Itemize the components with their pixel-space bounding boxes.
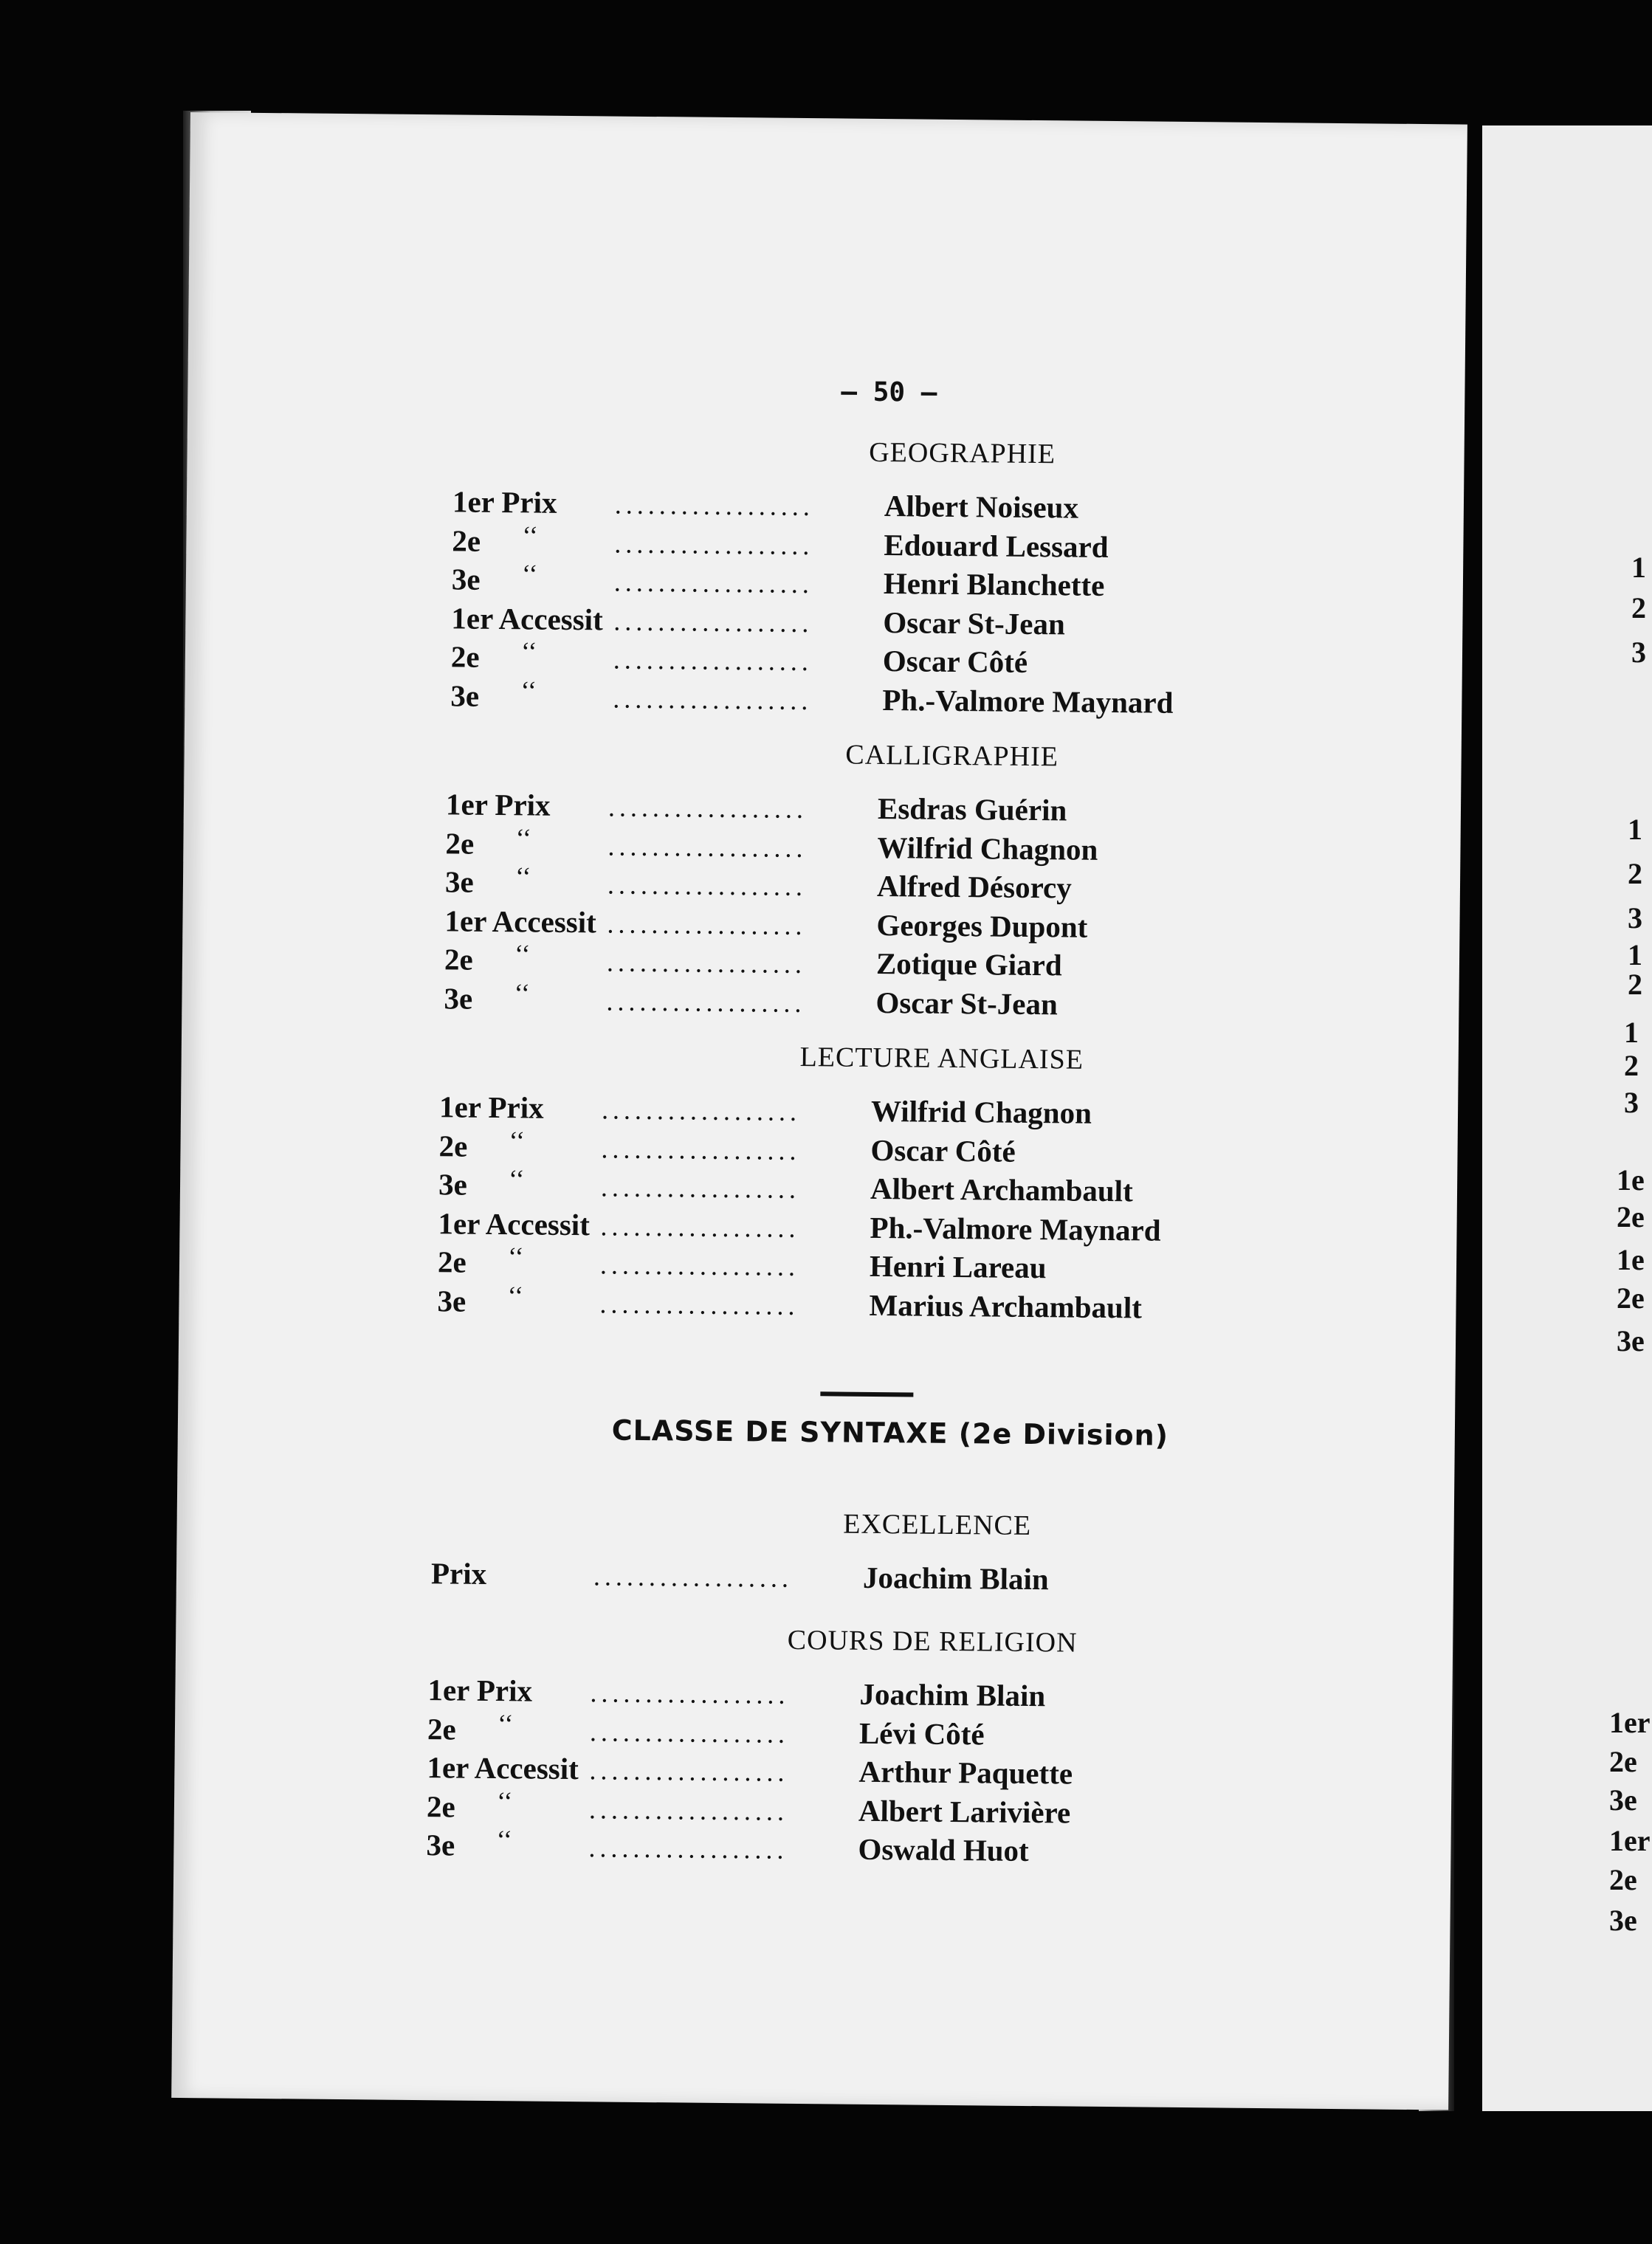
student-name: Albert Larivière bbox=[858, 1793, 1071, 1830]
prize-rank: 1er Prix bbox=[438, 1090, 544, 1125]
prize-rank: 3e bbox=[437, 1283, 467, 1318]
student-name: Oscar Côté bbox=[870, 1132, 1016, 1169]
section-title-calligraphie: CALLIGRAPHIE bbox=[845, 739, 1059, 773]
student-name: Zotique Giard bbox=[875, 946, 1062, 982]
prize-row bbox=[452, 521, 1175, 567]
dot-leader: .................. bbox=[613, 644, 813, 677]
section-title-excellence: EXCELLENCE bbox=[843, 1508, 1032, 1542]
prize-rank: 2e bbox=[450, 639, 480, 674]
prize-row bbox=[444, 901, 1097, 946]
prize-rank: Prix bbox=[430, 1556, 487, 1591]
dot-leader: .................. bbox=[613, 606, 813, 638]
ditto-mark-text: ‘‘ bbox=[508, 1164, 525, 1194]
prize-rank: 1er Accessit bbox=[427, 1750, 579, 1786]
student-name: Lévi Côté bbox=[858, 1715, 985, 1751]
student-name: Albert Noiseux bbox=[884, 489, 1079, 525]
prize-rank: 1er Accessit bbox=[451, 600, 603, 636]
class-heading: CLASSE DE SYNTAXE (2e Division) bbox=[611, 1414, 1169, 1452]
dot-leader: .................. bbox=[601, 1133, 801, 1166]
section-title-lecture-anglaise: LECTURE ANGLAISE bbox=[799, 1041, 1084, 1075]
ditto-mark-text: ‘‘ bbox=[520, 636, 537, 667]
section-title-geographie: GEOGRAPHIE bbox=[869, 436, 1056, 470]
dot-leader: .................. bbox=[601, 1095, 802, 1127]
prize-rank: 2e bbox=[437, 1245, 467, 1279]
student-name: Oscar St-Jean bbox=[883, 605, 1065, 641]
dot-leader: .................. bbox=[589, 1716, 790, 1749]
facing-page-fragment: 3 bbox=[1631, 636, 1646, 669]
prize-rank: 2e bbox=[426, 1789, 455, 1824]
prize-row bbox=[438, 1204, 1161, 1250]
student-name: Arthur Paquette bbox=[858, 1754, 1073, 1791]
dot-leader: .................. bbox=[599, 1250, 800, 1281]
ditto-mark-text: ‘‘ bbox=[507, 1242, 524, 1272]
prize-row bbox=[444, 940, 1097, 985]
prize-rank: 3e bbox=[438, 1167, 467, 1202]
student-name: Albert Archambault bbox=[870, 1171, 1133, 1208]
student-name: Ph.-Valmore Maynard bbox=[882, 682, 1174, 720]
prize-row bbox=[438, 1126, 1162, 1172]
ditto-mark-text: ‘‘ bbox=[509, 1125, 526, 1155]
facing-page-fragment: 2 bbox=[1631, 591, 1646, 624]
list-calligraphie bbox=[444, 785, 1098, 1023]
facing-page-fragment: 1 bbox=[1628, 813, 1642, 846]
prize-row bbox=[438, 1165, 1162, 1211]
prize-row bbox=[431, 1554, 1049, 1599]
dot-leader: .................. bbox=[607, 908, 807, 940]
prize-row bbox=[437, 1281, 1160, 1327]
dot-leader: .................. bbox=[608, 830, 808, 863]
ditto-mark-text: ‘‘ bbox=[514, 939, 531, 969]
student-name: Alfred Désorcy bbox=[876, 868, 1072, 905]
dot-leader: .................. bbox=[588, 1833, 788, 1865]
dot-leader: .................. bbox=[599, 1288, 799, 1321]
dot-leader: .................. bbox=[593, 1561, 794, 1593]
section-title-cours-religion: COURS DE RELIGION bbox=[787, 1624, 1078, 1659]
dot-leader: .................. bbox=[613, 567, 814, 599]
ditto-mark-text: ‘‘ bbox=[507, 1280, 524, 1310]
prize-rank: 1er Prix bbox=[452, 484, 557, 520]
dot-leader: .................. bbox=[590, 1678, 790, 1710]
prize-row bbox=[446, 785, 1098, 830]
facing-page-fragment: 1e bbox=[1617, 1243, 1645, 1276]
prize-row bbox=[444, 979, 1096, 1024]
dot-leader: .................. bbox=[614, 489, 815, 522]
prize-rank: 3e bbox=[444, 980, 473, 1016]
dot-leader: .................. bbox=[589, 1755, 789, 1787]
prize-rank: 3e bbox=[451, 562, 481, 596]
student-name: Henri Blanchette bbox=[883, 566, 1105, 602]
document-page bbox=[171, 112, 1467, 2110]
facing-page-fragment: 3e bbox=[1609, 1783, 1637, 1817]
facing-page-fragment: 2e bbox=[1609, 1745, 1637, 1778]
prize-row bbox=[427, 1670, 1073, 1715]
facing-page-fragment: 3e bbox=[1609, 1904, 1637, 1937]
prize-rank: 1er Accessit bbox=[438, 1205, 591, 1242]
page-number: — 50 — bbox=[841, 376, 937, 408]
facing-page-fragment: 1 bbox=[1628, 938, 1642, 971]
prize-row bbox=[427, 1787, 1073, 1832]
student-name: Wilfrid Chagnon bbox=[877, 830, 1098, 867]
dot-leader: .................. bbox=[613, 684, 813, 715]
student-name: Georges Dupont bbox=[876, 907, 1088, 944]
facing-page-fragment: 3e bbox=[1617, 1324, 1645, 1357]
prize-row bbox=[452, 482, 1176, 528]
prize-rank: 2e bbox=[438, 1128, 468, 1163]
prize-row bbox=[451, 637, 1174, 683]
list-excellence bbox=[431, 1554, 1049, 1599]
facing-page-fragment: 2 bbox=[1624, 1049, 1639, 1082]
student-name: Henri Lareau bbox=[869, 1248, 1047, 1285]
facing-page-fragment: 1er bbox=[1609, 1824, 1651, 1857]
facing-page-fragment: 1er bbox=[1609, 1706, 1651, 1739]
list-lecture-anglaise bbox=[437, 1087, 1162, 1326]
facing-page-fragment: 3 bbox=[1624, 1086, 1639, 1119]
ditto-mark-text: ‘‘ bbox=[497, 1708, 514, 1738]
prize-rank: 2e bbox=[427, 1711, 456, 1746]
student-name: Oscar St-Jean bbox=[875, 985, 1059, 1021]
list-cours-religion bbox=[426, 1670, 1073, 1870]
student-name: Oswald Huot bbox=[858, 1831, 1029, 1868]
facing-page-fragment: 2 bbox=[1628, 857, 1642, 890]
facing-page-fragment: 3 bbox=[1628, 901, 1642, 935]
ditto-mark-text: ‘‘ bbox=[514, 861, 531, 892]
prize-rank: 2e bbox=[452, 523, 481, 558]
student-name: Esdras Guérin bbox=[877, 791, 1067, 827]
facing-page-fragment: 1 bbox=[1624, 1016, 1639, 1049]
facing-page-fragment: 1 bbox=[1631, 551, 1646, 584]
facing-page-fragment: 2 bbox=[1628, 968, 1642, 1001]
prize-rank: 1er Prix bbox=[427, 1673, 533, 1708]
prize-row bbox=[445, 824, 1098, 869]
prize-rank: 1er Accessit bbox=[444, 903, 597, 939]
dot-leader: .................. bbox=[606, 947, 807, 980]
ditto-mark-text: ‘‘ bbox=[496, 1786, 513, 1816]
student-name: Joachim Blain bbox=[862, 1560, 1049, 1597]
prize-row bbox=[427, 1710, 1073, 1755]
prize-rank: 1er Prix bbox=[445, 787, 551, 822]
dot-leader: .................. bbox=[608, 792, 808, 825]
dot-leader: .................. bbox=[606, 985, 806, 1018]
prize-row bbox=[452, 560, 1175, 605]
student-name: Marius Archambault bbox=[869, 1287, 1143, 1324]
dot-leader: .................. bbox=[600, 1172, 801, 1204]
prize-row bbox=[438, 1242, 1161, 1288]
dot-leader: .................. bbox=[614, 529, 814, 560]
student-name: Oscar Côté bbox=[882, 644, 1028, 679]
ditto-mark-text: ‘‘ bbox=[514, 977, 531, 1008]
facing-page-fragment: 2e bbox=[1609, 1863, 1637, 1896]
section-divider bbox=[820, 1391, 913, 1397]
facing-page-fragment: 2e bbox=[1617, 1200, 1645, 1233]
facing-page-fragment: 2e bbox=[1617, 1281, 1645, 1315]
prize-rank: 2e bbox=[444, 942, 473, 977]
ditto-mark-text: ‘‘ bbox=[522, 520, 539, 551]
page-content bbox=[171, 112, 1467, 2110]
student-name: Joachim Blain bbox=[859, 1676, 1046, 1713]
ditto-mark-text: ‘‘ bbox=[520, 675, 537, 706]
prize-row bbox=[426, 1825, 1072, 1870]
prize-rank: 3e bbox=[426, 1828, 455, 1862]
dot-leader: .................. bbox=[600, 1211, 800, 1243]
student-name: Ph.-Valmore Maynard bbox=[870, 1210, 1161, 1247]
student-name: Edouard Lessard bbox=[884, 527, 1109, 564]
prize-row bbox=[427, 1748, 1073, 1793]
prize-row bbox=[445, 862, 1098, 907]
facing-page-fragment: 1e bbox=[1617, 1163, 1645, 1197]
prize-row bbox=[450, 676, 1174, 722]
list-geographie bbox=[450, 482, 1175, 721]
dot-leader: .................. bbox=[607, 870, 808, 902]
prize-rank: 3e bbox=[450, 678, 480, 713]
ditto-mark-text: ‘‘ bbox=[521, 559, 538, 589]
ditto-mark-text: ‘‘ bbox=[496, 1825, 513, 1855]
prize-rank: 2e bbox=[445, 825, 475, 861]
prize-row bbox=[439, 1087, 1163, 1133]
ditto-mark-text: ‘‘ bbox=[515, 822, 532, 853]
dot-leader: .................. bbox=[588, 1794, 789, 1826]
prize-row bbox=[451, 599, 1174, 644]
student-name: Wilfrid Chagnon bbox=[870, 1093, 1092, 1130]
prize-rank: 3e bbox=[444, 864, 474, 899]
